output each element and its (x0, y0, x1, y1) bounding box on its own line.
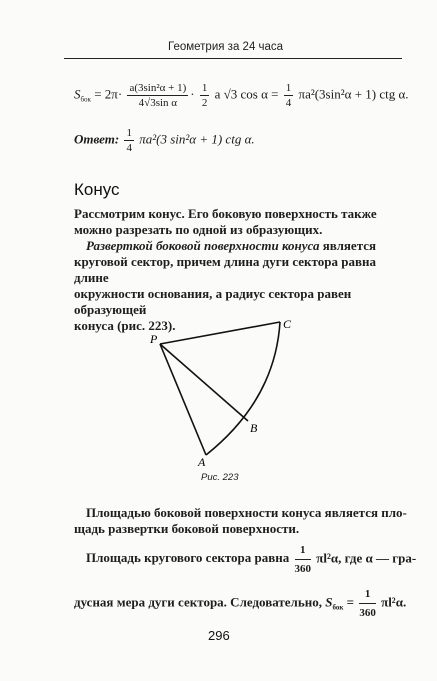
para4-line2-pre: дусная мера дуги сектора. Следовательно, (74, 594, 322, 610)
para3-line-2: щадь развертки боковой поверхности. (74, 521, 300, 536)
point-b-label: B (250, 421, 258, 435)
formula-den: 4√3sin α (138, 97, 178, 109)
para4-frac-num: 1 (295, 542, 312, 560)
quarter-num: 1 (285, 82, 292, 94)
paragraph-4-line-2 (74, 586, 406, 621)
para4-frac-den: 360 (294, 563, 312, 575)
running-header: Геометрия за 24 часа (168, 41, 284, 53)
para4-s-sub: бок (332, 603, 344, 612)
para1-line-1: Рассмотрим конус. Его боковую поверхность также (74, 206, 377, 221)
para4-eq: = (346, 594, 355, 610)
para4-s: S (325, 594, 333, 610)
radius-pc (160, 322, 280, 344)
para4-fraction-2 (359, 586, 376, 621)
formula-lhs: S (74, 86, 81, 102)
paragraph-3 (74, 505, 407, 537)
para2-line-2: круговой сектор, причем длина дуги сектора равна длине (74, 254, 376, 285)
formula-rhs: πa²(3sin²α + 1) ctg α. (298, 86, 409, 102)
para4-pre: Площадь кругового сектора равна (86, 550, 290, 566)
answer-frac-den: 4 (126, 142, 132, 154)
radius-pa (160, 344, 206, 455)
formula-lhs-sub: бок (80, 95, 91, 104)
para1-line-2: можно разрезать по одной из образующих. (74, 222, 323, 237)
lateral-area-formula: $S_{бок} = 2\pi\cdot$ $\frac{\text{a(3sin²α + 1)}}{\text{4√3sin α}}$ · $\frac{1}{2}$ a √3 cos α = $\frac{1}{4}$ πa²(3sin²α + 1) ctg α. (74, 82, 409, 109)
formula-middle: a √3 cos α = (214, 86, 279, 102)
section-title: Конус (74, 180, 120, 199)
para2-line-3: окружности основания, а радиус сектора равен образующей (74, 286, 352, 317)
formula-eq1: = 2π· (94, 86, 123, 102)
answer-rest: πa²(3 sin²α + 1) ctg α. (139, 131, 255, 147)
para2-lead: Разверткой боковой поверхности конуса (86, 238, 320, 253)
point-c-label: C (283, 317, 292, 331)
para4-mid: πl²α, где α — гра- (316, 550, 417, 566)
para4-frac2-num: 1 (359, 586, 376, 604)
page-number: 296 (208, 628, 230, 643)
para2-tail: является (322, 238, 377, 253)
radius-pb (160, 344, 248, 421)
para4-fraction (295, 542, 312, 577)
formula-num: a(3sin²α + 1) (129, 82, 187, 94)
answer-label: Ответ: (74, 131, 120, 147)
para4-end: πl²α. (381, 594, 407, 610)
paragraph-4-line-1 (74, 542, 416, 577)
para2-line-4: конуса (рис. 223). (74, 318, 176, 333)
para4-frac2-den: 360 (359, 607, 376, 619)
half-den: 2 (201, 97, 208, 109)
answer-frac-num: 1 (126, 127, 132, 139)
point-a-label: A (198, 455, 206, 469)
half-num: 1 (201, 82, 208, 94)
para3-line-1: Площадью боковой поверхности конуса является пло- (86, 505, 407, 520)
point-p-label: P (150, 332, 158, 346)
sector-arc (206, 322, 280, 455)
quarter-den: 4 (285, 97, 292, 109)
figure-caption: Рис. 223 (201, 472, 239, 483)
